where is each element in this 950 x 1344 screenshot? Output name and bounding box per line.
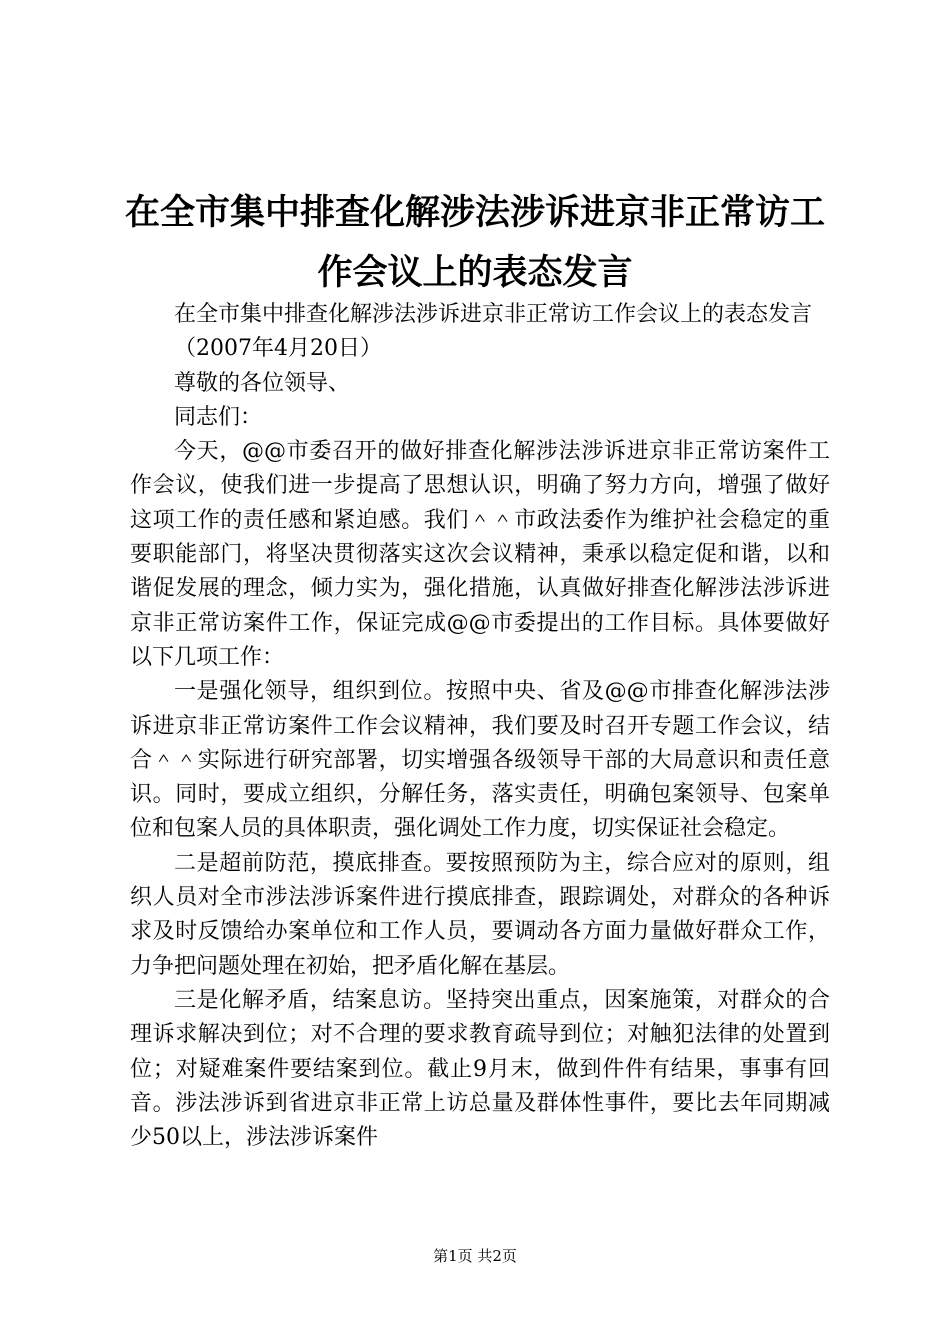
salutation-line-1: 尊敬的各位领导、: [174, 370, 351, 396]
point-three-paragraph: 三是化解矛盾，结案息访。坚持突出重点，因案施策，对群众的合理诉求解决到位；对不合理的要求教育疏导到位；对触犯法律的处置到位；对疑难案件要结案到位。截止9月末，做到件件有结果，事事有回音。涉法涉诉到省进京非正常上访总量及群体性事件，要比去年同期减少50以上，涉法涉诉案件: [130, 987, 830, 1151]
intro-paragraph: 今天，@@市委召开的做好排查化解涉法涉诉进京非正常访案件工作会议，使我们进一步提高了思想认识，明确了努力方向，增强了做好这项工作的责任感和紧迫感。我们＾＾市政法委作为维护社会稳定的重要职能部门，将坚决贯彻落实这次会议精神，秉承以稳定促和谐，以和谐促发展的理念，倾力实为，强化措施，认真做好排查化解涉法涉诉进京非正常访案件工作，保证完成@@市委提出的工作目标。具体要做好以下几项工作：: [130, 439, 830, 670]
date-line: （2007年4月20日）: [174, 336, 382, 362]
document-body: [130, 298, 830, 1155]
document-title: [110, 183, 840, 303]
title-line-2: 作会议上的表态发言: [317, 253, 633, 293]
salutation-line-2: 同志们：: [174, 404, 263, 430]
page-footer: 第1页 共2页: [433, 1247, 517, 1265]
subtitle-paragraph: 在全市集中排查化解涉法涉诉进京非正常访工作会议上的表态发言: [174, 302, 813, 327]
point-one-paragraph: 一是强化领导，组织到位。按照中央、省及@@市排查化解涉法涉诉进京非正常访案件工作会议精神，我们要及时召开专题工作会议，结合＾＾实际进行研究部署，切实增强各级领导干部的大局意识和责任意识。同时，要成立组织，分解任务，落实责任，明确包案领导、包案单位和包案人员的具体职责，强化调处工作力度，切实保证社会稳定。: [130, 679, 830, 842]
point-two-paragraph: 二是超前防范，摸底排查。要按照预防为主，综合应对的原则，组织人员对全市涉法涉诉案件进行摸底排查，跟踪调处，对群众的各种诉求及时反馈给办案单位和工作人员，要调动各方面力量做好群众工作，力争把问题处理在初始，把矛盾化解在基层。: [130, 850, 830, 979]
title-line-1: 在全市集中排查化解涉法涉诉进京非正常访工: [124, 193, 825, 233]
